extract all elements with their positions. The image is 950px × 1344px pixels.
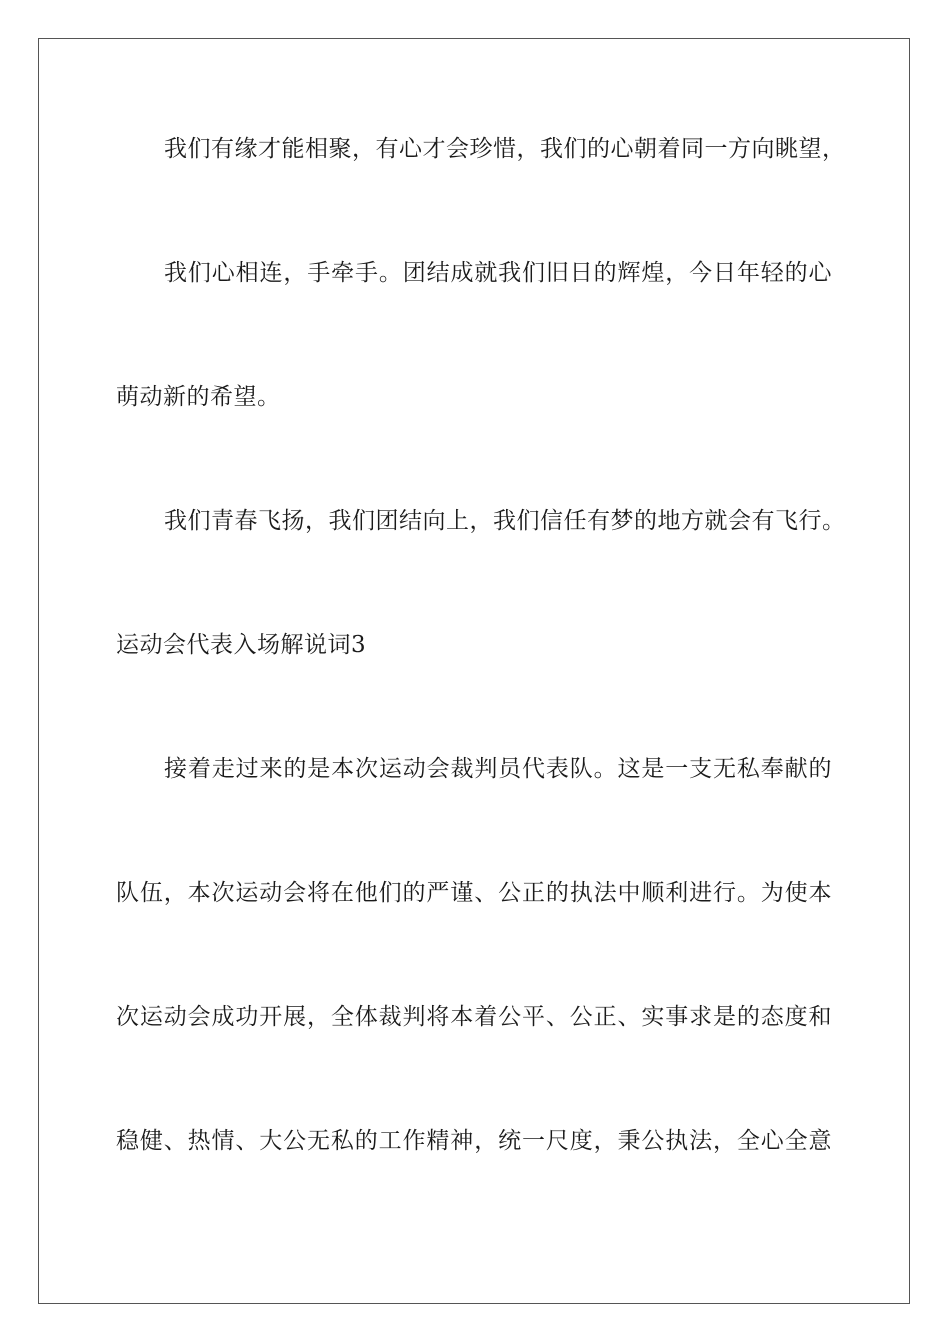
paragraph-line-3: 萌动新的希望。 [116,384,281,410]
paragraph-line-4: 我们青春飞扬，我们团结向上，我们信任有梦的地方就会有飞行。 [164,508,846,534]
paragraph-line-6: 接着走过来的是本次运动会裁判员代表队。这是一支无私奉献的 [164,756,832,782]
paragraph-line-7: 队伍，本次运动会将在他们的严谨、公正的执法中顺利进行。为使本 [116,880,832,906]
paragraph-line-1: 我们有缘才能相聚，有心才会珍惜，我们的心朝着同一方向眺望， [164,136,846,162]
paragraph-line-2: 我们心相连，手牵手。团结成就我们旧日的辉煌，今日年轻的心 [164,260,832,286]
page-frame [38,38,910,1304]
section-heading: 运动会代表入场解说词3 [116,632,367,658]
paragraph-line-8: 次运动会成功开展，全体裁判将本着公平、公正、实事求是的态度和 [116,1004,832,1030]
paragraph-line-9: 稳健、热情、大公无私的工作精神，统一尺度，秉公执法，全心全意 [116,1128,832,1154]
